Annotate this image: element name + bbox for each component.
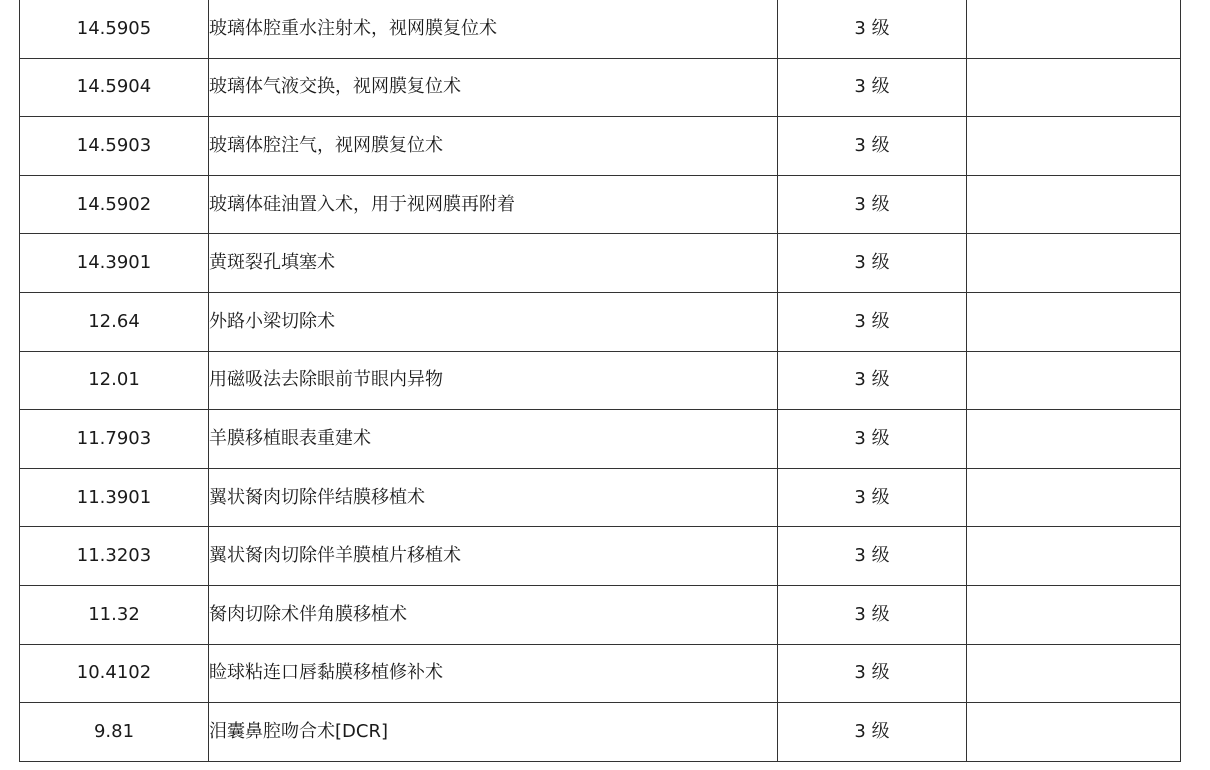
procedure-name-cell: 翼状胬肉切除伴羊膜植片移植术	[209, 527, 778, 586]
table-row	[20, 644, 1181, 703]
remarks-cell	[967, 175, 1181, 234]
table-row	[20, 585, 1181, 644]
remarks-cell	[967, 644, 1181, 703]
procedure-name-cell: 玻璃体硅油置入术，用于视网膜再附着	[209, 175, 778, 234]
procedure-code-cell: 14.5905	[20, 0, 209, 58]
procedure-level-cell: 3 级	[778, 351, 967, 410]
table-row	[20, 58, 1181, 117]
procedure-code-cell: 14.5904	[20, 58, 209, 117]
procedure-name-cell: 胬肉切除术伴角膜移植术	[209, 585, 778, 644]
procedure-table-body	[20, 0, 1181, 761]
procedure-name-cell: 羊膜移植眼表重建术	[209, 410, 778, 469]
procedure-level-cell: 3 级	[778, 234, 967, 293]
procedure-code-cell: 14.3901	[20, 234, 209, 293]
procedure-level-cell: 3 级	[778, 58, 967, 117]
table-row	[20, 410, 1181, 469]
procedure-level-cell: 3 级	[778, 0, 967, 58]
procedure-code-cell: 11.32	[20, 585, 209, 644]
remarks-cell	[967, 117, 1181, 176]
procedure-level-cell: 3 级	[778, 585, 967, 644]
procedure-name-cell: 玻璃体气液交换，视网膜复位术	[209, 58, 778, 117]
procedure-name-cell: 玻璃体腔注气，视网膜复位术	[209, 117, 778, 176]
procedure-code-cell: 14.5902	[20, 175, 209, 234]
procedure-code-cell: 11.3901	[20, 468, 209, 527]
table-row	[20, 117, 1181, 176]
procedure-level-cell: 3 级	[778, 292, 967, 351]
procedure-level-cell: 3 级	[778, 175, 967, 234]
procedure-name-cell: 用磁吸法去除眼前节眼内异物	[209, 351, 778, 410]
procedure-code-cell: 14.5903	[20, 117, 209, 176]
table-row	[20, 527, 1181, 586]
remarks-cell	[967, 292, 1181, 351]
procedure-code-cell: 10.4102	[20, 644, 209, 703]
procedure-name-cell: 黄斑裂孔填塞术	[209, 234, 778, 293]
table-row	[20, 468, 1181, 527]
remarks-cell	[967, 703, 1181, 762]
procedure-name-cell: 翼状胬肉切除伴结膜移植术	[209, 468, 778, 527]
procedure-code-cell: 11.7903	[20, 410, 209, 469]
procedure-code-cell: 12.01	[20, 351, 209, 410]
table-row	[20, 175, 1181, 234]
remarks-cell	[967, 0, 1181, 58]
procedure-name-cell: 外路小梁切除术	[209, 292, 778, 351]
remarks-cell	[967, 527, 1181, 586]
procedure-level-cell: 3 级	[778, 644, 967, 703]
table-row	[20, 292, 1181, 351]
procedure-name-cell: 睑球粘连口唇黏膜移植修补术	[209, 644, 778, 703]
table-row	[20, 351, 1181, 410]
remarks-cell	[967, 468, 1181, 527]
procedure-code-cell: 9.81	[20, 703, 209, 762]
remarks-cell	[967, 351, 1181, 410]
procedure-level-cell: 3 级	[778, 703, 967, 762]
procedure-name-cell: 泪囊鼻腔吻合术[DCR]	[209, 703, 778, 762]
procedure-code-cell: 11.3203	[20, 527, 209, 586]
procedure-level-cell: 3 级	[778, 527, 967, 586]
table-row	[20, 0, 1181, 58]
remarks-cell	[967, 58, 1181, 117]
procedure-name-cell: 玻璃体腔重水注射术，视网膜复位术	[209, 0, 778, 58]
table-row	[20, 703, 1181, 762]
remarks-cell	[967, 585, 1181, 644]
procedure-level-cell: 3 级	[778, 117, 967, 176]
procedure-level-cell: 3 级	[778, 468, 967, 527]
procedure-table	[19, 0, 1181, 762]
procedure-level-cell: 3 级	[778, 410, 967, 469]
remarks-cell	[967, 410, 1181, 469]
table-row	[20, 234, 1181, 293]
remarks-cell	[967, 234, 1181, 293]
procedure-code-cell: 12.64	[20, 292, 209, 351]
